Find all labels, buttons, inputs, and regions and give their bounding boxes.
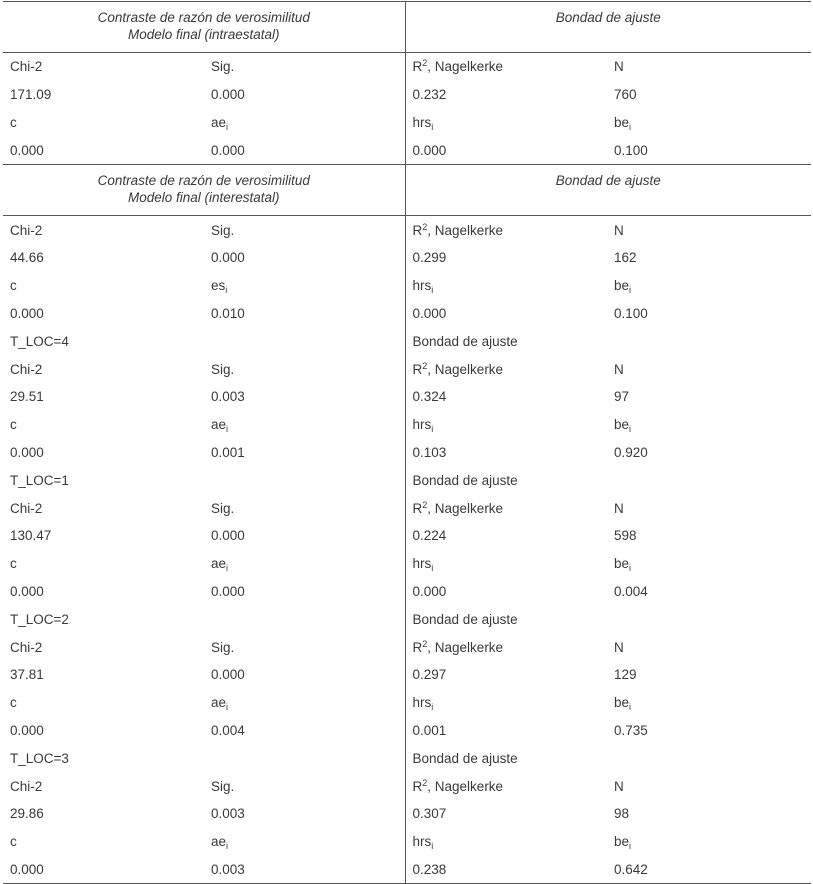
cell-text: N [614,59,624,75]
table-cell [3,383,204,411]
subscript: i [225,285,228,296]
cell-text: Bondad de ajuste [412,750,518,766]
table-cell [3,216,204,244]
table-cell [607,136,811,164]
cell-text: Bondad de ajuste [412,611,518,627]
cell-text: R [412,500,423,516]
table-cell [3,109,204,137]
cell-text: 0.100 [614,142,648,158]
table-row [3,772,811,800]
cell-text: 29.86 [10,806,44,822]
table-cell [3,856,204,884]
cell-text: N [614,639,624,655]
table-cell [607,81,811,109]
cell-text: c [10,278,17,294]
cell-text-rest: , Nagelkerke [427,639,504,655]
subscript: i [431,424,434,435]
cell-text: be [614,556,630,572]
table-cell [204,550,405,578]
table-cell [3,272,204,300]
cell-text: 0.000 [211,528,245,544]
cell-text-rest: , Nagelkerke [427,500,504,516]
cell-text: R [412,59,423,75]
cell-text: ae [211,114,227,130]
table-cell [607,109,811,137]
cell-text: 171.09 [10,87,52,103]
table-cell [405,216,607,244]
cell-text: 44.66 [10,250,44,266]
table-cell [3,633,204,661]
cell-text: 0.307 [412,806,447,822]
cell-text: c [10,114,17,130]
subscript: i [629,841,632,852]
section-header-left [3,165,405,216]
table-cell [405,439,607,467]
table-cell [405,272,607,300]
table-cell [607,272,811,300]
table-cell [3,828,204,856]
table-cell [405,244,607,272]
cell-text-rest: , Nagelkerke [427,361,504,377]
table-row [3,109,811,137]
cell-text: Sig. [211,361,235,377]
table-cell [607,633,811,661]
cell-text: be [614,834,630,850]
cell-text: 0.000 [211,142,245,158]
cell-text: T_LOC=3 [10,750,69,766]
table-cell [405,800,607,828]
table-cell [405,828,607,856]
cell-text: 0.324 [412,389,447,405]
table-row [3,244,811,272]
table-cell [607,327,811,355]
cell-text: 97 [614,389,630,405]
table-cell [204,355,405,383]
cell-text: 0.000 [412,142,447,158]
cell-text: ae [211,834,227,850]
table-cell [204,272,405,300]
table-row [3,661,811,689]
table-cell [405,605,607,633]
table-cell [204,53,405,81]
table-cell [405,53,607,81]
cell-text: R [412,361,423,377]
subscript: i [431,285,434,296]
cell-text: 0.003 [211,861,245,877]
table-cell [3,800,204,828]
subscript: i [226,841,229,852]
statistics-table [3,1,811,884]
cell-text: 98 [614,806,630,822]
table-cell [405,81,607,109]
cell-text: N [614,222,624,238]
table-row [3,136,811,164]
subscript: i [226,424,229,435]
cell-text: hrs [412,278,432,294]
cell-text: c [10,695,17,711]
table-cell [607,522,811,550]
cell-text: 0.299 [412,250,447,266]
cell-text: 0.001 [412,722,447,738]
cell-text: 0.000 [211,583,245,599]
table-row [3,327,811,355]
table-row [3,466,811,494]
cell-text: 0.238 [412,861,447,877]
cell-text: ae [211,417,227,433]
table-cell [204,327,405,355]
cell-text: 0.003 [211,389,245,405]
cell-text: 162 [614,250,637,266]
table-cell [607,856,811,884]
table-row [3,550,811,578]
subscript: i [629,563,632,574]
table-cell [607,244,811,272]
table-cell [405,383,607,411]
table-cell [405,109,607,137]
table-cell [204,605,405,633]
cell-text: hrs [412,556,432,572]
table-cell [405,633,607,661]
table-cell [607,355,811,383]
table-cell [204,856,405,884]
table-cell [3,53,204,81]
table-cell [204,411,405,439]
cell-text: es [211,278,226,294]
table-cell [3,550,204,578]
subscript: i [629,121,632,132]
cell-text: be [614,695,630,711]
table-cell [607,466,811,494]
table-row [3,355,811,383]
table-cell [3,244,204,272]
table-cell [405,136,607,164]
table-cell [204,772,405,800]
table-row [3,300,811,328]
cell-text: 0.103 [412,444,447,460]
table-row [3,856,811,884]
cell-text: be [614,417,630,433]
cell-text: 0.000 [412,305,447,321]
cell-text: N [614,361,624,377]
table-cell [204,744,405,772]
table-cell [405,300,607,328]
table-cell [405,661,607,689]
cell-text-rest: , Nagelkerke [427,778,504,794]
cell-text: 0.297 [412,667,447,683]
cell-text: 0.000 [10,444,44,460]
cell-text: 0.232 [412,87,447,103]
subscript: i [226,702,229,713]
table-cell [204,689,405,717]
table-cell [204,439,405,467]
cell-text: 0.000 [211,667,245,683]
subscript: i [629,424,632,435]
table-row [3,272,811,300]
table-cell [3,578,204,606]
table-cell [607,550,811,578]
cell-text: Bondad de ajuste [412,472,518,488]
table-cell [204,828,405,856]
table-row [3,494,811,522]
table-cell [405,466,607,494]
cell-text: 0.735 [614,722,648,738]
table-cell [204,494,405,522]
section-header-row [3,165,811,216]
cell-text: 598 [614,528,637,544]
table-cell [405,522,607,550]
cell-text: Chi-2 [10,59,43,75]
cell-text: 129 [614,667,637,683]
table-cell [3,81,204,109]
cell-text: 0.642 [614,861,648,877]
table-cell [204,109,405,137]
table-cell [204,800,405,828]
table-cell [405,327,607,355]
cell-text: hrs [412,834,432,850]
subscript: i [431,121,434,132]
cell-text: 0.000 [10,583,44,599]
table-row [3,411,811,439]
cell-text: Chi-2 [10,222,43,238]
cell-text: Chi-2 [10,778,43,794]
cell-text: N [614,500,624,516]
table-cell [405,856,607,884]
cell-text: Sig. [211,778,235,794]
superscript: 2 [422,638,428,649]
cell-text: c [10,417,17,433]
table-cell [204,466,405,494]
cell-text: 0.000 [10,305,44,321]
cell-text-rest: , Nagelkerke [427,59,504,75]
subscript: i [226,121,229,132]
table-row [3,216,811,244]
table-cell [3,136,204,164]
cell-text: ae [211,556,227,572]
table-row [3,717,811,745]
table-row [3,522,811,550]
table-cell [607,578,811,606]
cell-text: Sig. [211,59,235,75]
table-cell [3,661,204,689]
subscript: i [431,702,434,713]
subscript: i [431,841,434,852]
header-subtitle-line: Modelo final (intraestatal) [127,27,280,42]
cell-text: 0.000 [211,87,245,103]
table-row [3,828,811,856]
subscript: i [431,563,434,574]
subscript: i [629,702,632,713]
cell-text: Chi-2 [10,500,43,516]
table-row [3,633,811,661]
table-cell [405,744,607,772]
header-subtitle-line: Modelo final (interestatal) [127,190,280,206]
table-cell [405,717,607,745]
table-cell [607,800,811,828]
cell-text: 0.004 [211,722,245,738]
cell-text: T_LOC=2 [10,611,69,627]
cell-text: c [10,834,17,850]
table-row [3,605,811,633]
cell-text: hrs [412,417,432,433]
table-cell [405,494,607,522]
cell-text: 37.81 [10,667,44,683]
table-cell [607,828,811,856]
superscript: 2 [422,221,428,232]
subscript: i [226,563,229,574]
table-row [3,744,811,772]
cell-text: 29.51 [10,389,44,405]
cell-text: 0.010 [211,305,245,321]
table-row [3,689,811,717]
cell-text: 0.004 [614,583,648,599]
cell-text: 0.920 [614,444,648,460]
table-cell [3,300,204,328]
cell-text: T_LOC=1 [10,472,69,488]
table-cell [405,689,607,717]
cell-text: Sig. [211,639,235,655]
header-title-line: Contraste de razón de verosimilitud [97,173,310,189]
cell-text-rest: , Nagelkerke [427,222,504,238]
table-cell [204,136,405,164]
table-cell [3,494,204,522]
table-cell [607,439,811,467]
cell-text: 0.000 [10,722,44,738]
cell-text: T_LOC=4 [10,333,69,349]
cell-text: hrs [412,695,432,711]
table-cell [405,355,607,383]
cell-text: R [412,639,423,655]
cell-text: 0.100 [614,305,648,321]
table-cell [607,605,811,633]
section-header-row [3,2,811,53]
table-cell [3,327,204,355]
table-cell [3,717,204,745]
section-header-right: Bondad de ajuste [405,2,811,53]
table-row [3,383,811,411]
table-cell [607,411,811,439]
superscript: 2 [422,777,428,788]
cell-text: Chi-2 [10,639,43,655]
table-cell [607,53,811,81]
table-cell [204,633,405,661]
table-cell [607,689,811,717]
cell-text: 0.000 [10,142,44,158]
table-cell [405,411,607,439]
table-cell [3,689,204,717]
cell-text: Sig. [211,500,235,516]
cell-text: 0.224 [412,528,447,544]
cell-text: Sig. [211,222,235,238]
cell-text: Bondad de ajuste [412,333,518,349]
cell-text: 130.47 [10,528,52,544]
cell-text: c [10,556,17,572]
table-cell [204,216,405,244]
table-row [3,800,811,828]
superscript: 2 [422,499,428,510]
table-row [3,439,811,467]
table-cell [3,439,204,467]
cell-text: 0.000 [10,861,44,877]
cell-text: Chi-2 [10,361,43,377]
cell-text: ae [211,695,227,711]
cell-text: be [614,114,630,130]
cell-text: 0.001 [211,444,245,460]
table-cell [3,355,204,383]
table-cell [204,81,405,109]
subscript: i [629,285,632,296]
table-cell [607,494,811,522]
table-cell [607,717,811,745]
cell-text: R [412,222,423,238]
cell-text: 0.000 [211,250,245,266]
table-cell [3,772,204,800]
table-cell [405,772,607,800]
table-cell [3,605,204,633]
table-cell [204,578,405,606]
table-cell [3,744,204,772]
table-row [3,53,811,81]
table-cell [204,300,405,328]
cell-text: hrs [412,114,432,130]
section-header-right: Bondad de ajuste [405,165,811,216]
section-header-left [3,2,405,53]
cell-text: 760 [614,87,637,103]
cell-text: 0.000 [412,583,447,599]
table-cell [607,772,811,800]
table-cell [204,383,405,411]
header-title-line: Contraste de razón de verosimilitud [97,10,310,25]
table-cell [607,661,811,689]
table-cell [204,661,405,689]
table-cell [204,244,405,272]
table-cell [204,717,405,745]
cell-text: be [614,278,630,294]
table-cell [3,522,204,550]
table-row [3,578,811,606]
superscript: 2 [422,58,428,69]
table-cell [405,550,607,578]
table-cell [607,216,811,244]
cell-text: R [412,778,423,794]
table-cell [607,383,811,411]
table-cell [3,466,204,494]
cell-text: 0.003 [211,806,245,822]
superscript: 2 [422,360,428,371]
table-cell [405,578,607,606]
table-row [3,81,811,109]
cell-text: N [614,778,624,794]
table-cell [3,411,204,439]
table-cell [607,744,811,772]
table-cell [607,300,811,328]
table-cell [204,522,405,550]
